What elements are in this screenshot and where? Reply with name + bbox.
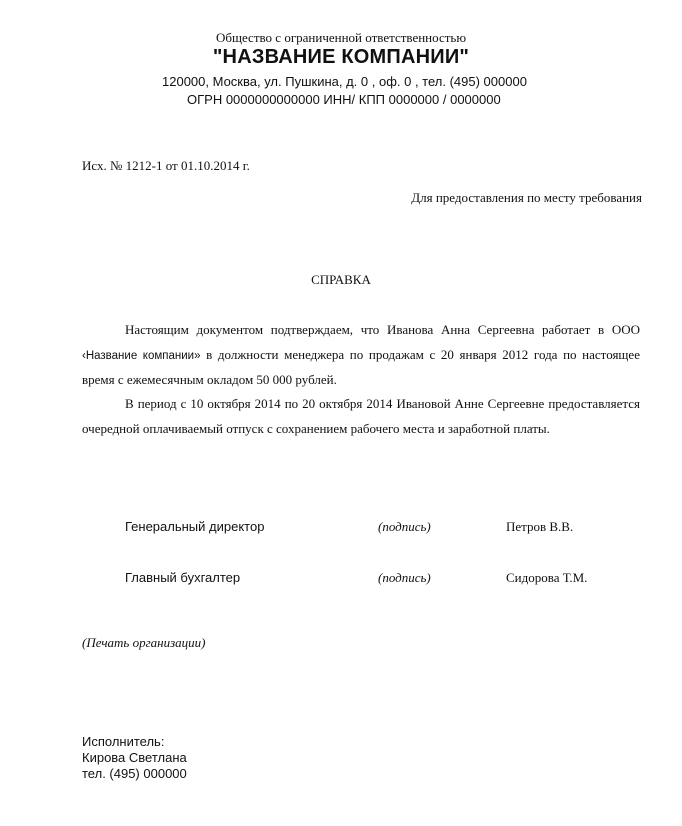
paragraph-vacation: [82, 392, 640, 441]
paragraph-employment: [82, 318, 640, 393]
company-address: 120000, Москва, ул. Пушкина, д. 0 , оф. 0 , тел. (495) 000000: [162, 74, 527, 89]
company-registration: ОГРН 0000000000000 ИНН/ КПП 0000000 / 0000000: [187, 92, 501, 107]
paragraph-employment-text-2: в должности менеджера по продажам с 20 января 2012 года по настоящее время с ежемесячным окладом 50 000 рублей.: [82, 346, 640, 387]
paragraph-employment-company: ‹Название компании»: [82, 349, 201, 362]
paragraph-employment-text-1: Настоящим документом подтверждаем, что Иванова Анна Сергеевна работает в ООО: [125, 322, 640, 337]
signature-title-director: Генеральный директор: [125, 519, 265, 534]
executor-label: Исполнитель:: [82, 734, 165, 749]
company-name: "НАЗВАНИЕ КОМПАНИИ": [212, 46, 470, 68]
org-form: Общество с ограниченной ответственностью: [215, 30, 467, 45]
executor-phone: тел. (495) 000000: [82, 766, 187, 781]
document-title: СПРАВКА: [311, 272, 371, 287]
signature-name-director: Петров В.В.: [506, 519, 574, 534]
executor-name: Кирова Светлана: [82, 750, 187, 765]
stamp-placeholder: (Печать организации): [82, 635, 206, 650]
signature-title-accountant: Главный бухгалтер: [125, 570, 241, 585]
signature-placeholder-director: (подпись): [378, 519, 431, 534]
paragraph-vacation-text: В период с 10 октября 2014 по 20 октября 2014 Ивановой Анне Сергеевне предоставляется очередной оплачиваемый отпуск с сохранением рабочего места и заработной платы.: [82, 396, 640, 436]
outgoing-number: Исх. № 1212-1 от 01.10.2014 г.: [82, 158, 250, 173]
signature-placeholder-accountant: (подпись): [378, 570, 431, 585]
signature-name-accountant: Сидорова Т.М.: [506, 570, 588, 585]
purpose-line: Для предоставления по месту требования: [411, 190, 642, 205]
